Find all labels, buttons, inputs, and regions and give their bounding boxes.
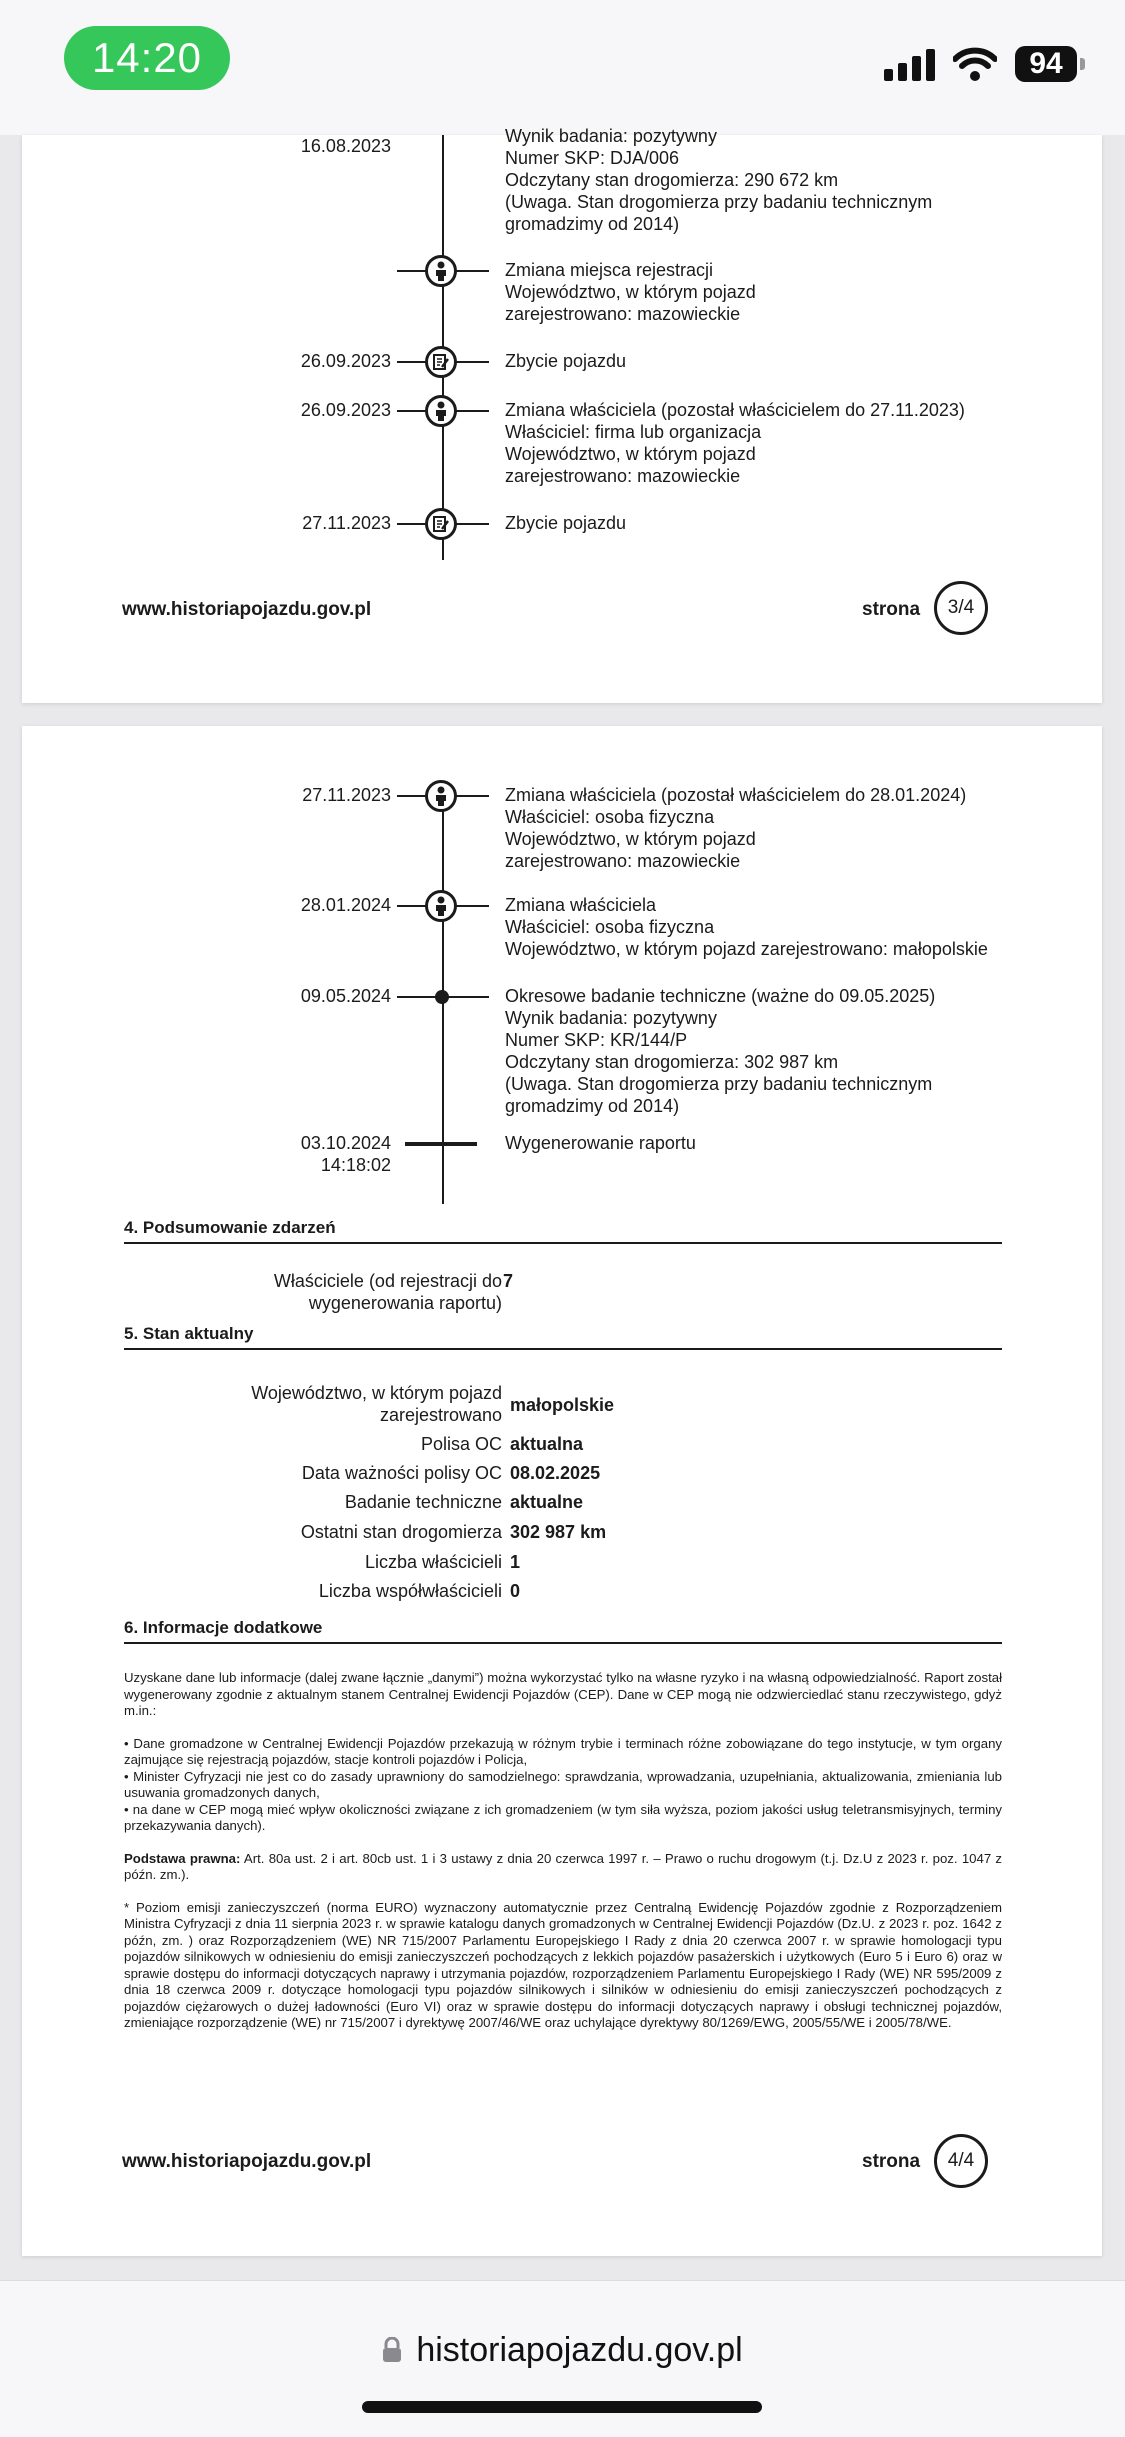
current-value: 302 987 km [510, 1522, 607, 1542]
info-bullet: • na dane w CEP mogą mieć wpływ okoliczności związane z ich gromadzeniem (w tym siła wyższa, poziom jakości usług teletransmisyjnych, terminy przekazywania danych). [124, 1801, 1002, 1833]
current-label: Badanie techniczne [344, 1492, 502, 1512]
current-label: Ostatni stan drogomierza [300, 1522, 502, 1542]
inspection-dot-icon [435, 990, 449, 1004]
home-indicator[interactable] [362, 2401, 762, 2413]
event-date: 26.09.2023 [300, 400, 391, 420]
person-icon [425, 255, 457, 287]
event-date: 03.10.2024 [300, 1133, 391, 1153]
event-line: Wygenerowanie raportu [505, 1133, 696, 1153]
event-line: zarejestrowano: mazowieckie [505, 466, 741, 486]
address-bar[interactable] [0, 2331, 1125, 2372]
event-line: gromadzimy od 2014) [505, 214, 680, 234]
current-label: Liczba współwłaścicieli [318, 1581, 502, 1601]
event-line: Zmiana właściciela [505, 895, 657, 915]
event-line: Zmiana właściciela (pozostał właścicielem do 27.11.2023) [505, 400, 965, 420]
current-label: Polisa OC [420, 1434, 502, 1454]
info-bullet: • Minister Cyfryzacji nie jest co do zasady uprawniony do samodzielnego: sprawdzania, wprowadzania, uzupełniania, aktualizowania, zmieniania lub usuwania gromadzonych danych, [124, 1768, 1002, 1800]
current-value: 0 [510, 1581, 521, 1601]
event-date: 26.09.2023 [300, 351, 391, 371]
current-label: Województwo, w którym pojazd [251, 1383, 502, 1403]
report-page-4 [22, 726, 1102, 2256]
event-date: 27.11.2023 [302, 785, 391, 805]
current-value: małopolskie [510, 1395, 615, 1415]
event-line: Województwo, w którym pojazd [505, 829, 756, 849]
footer-page-label: strona [862, 2151, 921, 2172]
event-line: Odczytany stan drogomierza: 290 672 km [505, 170, 839, 190]
footer-page-label: strona [862, 599, 921, 620]
info-bullet: • Dane gromadzone w Centralnej Ewidencji Pojazdów przekazują w różnym trybie i terminach różne zobowiązane do tego instytucje, w tym organy zajmujące się rejestracją pojazdów, stacje kontroli pojazdów i Policja, [124, 1735, 1002, 1767]
event-line: Właściciel: osoba fizyczna [505, 807, 715, 827]
event-line: Wynik badania: pozytywny [505, 126, 717, 146]
legal-basis-label: Podstawa prawna: [124, 1850, 241, 1866]
summary-value: 7 [503, 1271, 514, 1291]
footer-url[interactable]: www.historiapojazdu.gov.pl [122, 599, 372, 620]
event-line: Zmiana miejsca rejestracji [505, 260, 714, 280]
event-line: Numer SKP: KR/144/P [505, 1030, 688, 1050]
event-line: Wynik badania: pozytywny [505, 1008, 717, 1028]
current-value: 1 [510, 1552, 521, 1572]
cellular-signal-icon [884, 47, 935, 81]
legal-basis-text: Art. 80a ust. 2 i art. 80cb ust. 1 i 3 ustawy z dnia 20 czerwca 1997 r. – Prawo o ruchu drogowym (t.j. Dz.U z 2023 r. poz. 1047 z późn. zm.). [124, 1850, 1002, 1882]
event-line: Właściciel: osoba fizyczna [505, 917, 715, 937]
event-line: Zbycie pojazdu [505, 351, 627, 371]
event-date: 27.11.2023 [302, 513, 391, 533]
person-icon [425, 890, 457, 922]
battery-level: 94 [1015, 46, 1077, 82]
person-icon [425, 780, 457, 812]
event-line: Odczytany stan drogomierza: 302 987 km [505, 1052, 839, 1072]
event-line: (Uwaga. Stan drogomierza przy badaniu technicznym [505, 192, 933, 212]
current-label: Data ważności polisy OC [301, 1463, 502, 1483]
event-time: 14:18:02 [320, 1155, 391, 1175]
current-label: zarejestrowano [379, 1405, 502, 1425]
footnote: * Poziom emisji zanieczyszczeń (norma EURO) wyznaczony automatycznie przez Centralną Ewidencję Pojazdów zgodnie z Rozporządzeniem Ministra Cyfryzacji z dnia 11 sierpnia 2023 r. w sprawie katalogu danych gromadzonych w Centralnej Ewidencji Pojazdów (Dz.U. z 2023 r. poz. 1642 z późn, zm. ) oraz Rozporządzeniem (WE) NR 715/2007 Parlamentu Europejskiego I Rady z dnia 20 czerwca 2007 r. w sprawie homologacji typu pojazdów silnikowych w odniesieniu do emisji zanieczyszczeń pochodzących z lekkich pojazdów pasażerskich i użytkowych (Euro 5 i Euro 6) oraz w sprawie dostępu do informacji dotyczących naprawy i utrzymania pojazdów, rozporządzeniem Parlamentu Europejskiego I Rady (WE) NR 595/2009 z dnia 18 czerwca 2009 r. dotyczące homologacji typu pojazdów silnikowych i silników w odniesieniu do emisji zanieczyszczeń pochodzących z pojazdów ciężarowych o dużej ładowności (Euro VI) oraz w sprawie dostępu do informacji dotyczących naprawy i obsługi technicznej pojazdów, zmieniające rozporządzenie (WE) nr 715/2007 i dyrektywę 2007/46/WE oraz uchylające dyrektywy 80/1269/EWG, 2005/55/WE i 2005/78/WE. [124, 1899, 1002, 2030]
info-text [124, 1670, 1002, 2040]
event-line: (Uwaga. Stan drogomierza przy badaniu technicznym [505, 1074, 933, 1094]
event-line: Zbycie pojazdu [505, 513, 627, 533]
event-line: Okresowe badanie techniczne (ważne do 09.05.2025) [505, 986, 936, 1006]
section-title-current: 5. Stan aktualny [124, 1324, 1002, 1350]
document-sign-icon [425, 508, 457, 540]
section-title-info: 6. Informacje dodatkowe [124, 1618, 1002, 1644]
event-date: 09.05.2024 [300, 986, 391, 1006]
section-title-summary: 4. Podsumowanie zdarzeń [124, 1218, 1002, 1244]
status-bar [0, 0, 1125, 135]
summary-label: wygenerowania raportu) [308, 1293, 502, 1313]
wifi-icon [953, 47, 997, 81]
document-sign-icon [425, 346, 457, 378]
page-number: 3/4 [934, 581, 988, 635]
page-number: 4/4 [934, 2134, 988, 2188]
status-time[interactable]: 14:20 [64, 26, 230, 90]
current-value: 08.02.2025 [510, 1463, 601, 1483]
footer-url[interactable]: www.historiapojazdu.gov.pl [122, 2151, 372, 2172]
event-line: Województwo, w którym pojazd zarejestrowano: małopolskie [505, 939, 988, 959]
timeline-end-marker [405, 1142, 477, 1146]
event-line: Numer SKP: DJA/006 [505, 148, 680, 168]
lock-icon [382, 2333, 402, 2372]
event-line: Województwo, w którym pojazd [505, 282, 756, 302]
current-label: Liczba właścicieli [364, 1552, 502, 1572]
summary-label: Właściciele (od rejestracji do [273, 1271, 502, 1291]
person-icon [425, 395, 457, 427]
current-value: aktualne [510, 1492, 584, 1512]
address-text[interactable]: historiapojazdu.gov.pl [416, 2331, 743, 2369]
status-icons [884, 46, 1085, 82]
browser-bar [0, 2280, 1125, 2437]
event-date: 16.08.2023 [300, 136, 391, 156]
event-line: Właściciel: firma lub organizacja [505, 422, 762, 442]
current-value: aktualna [510, 1434, 584, 1454]
event-line: zarejestrowano: mazowieckie [505, 851, 741, 871]
event-line: zarejestrowano: mazowieckie [505, 304, 741, 324]
event-line: Zmiana właściciela (pozostał właścicielem do 28.01.2024) [505, 785, 967, 805]
event-date: 28.01.2024 [300, 895, 391, 915]
report-page-3 [22, 126, 1102, 703]
event-line: gromadzimy od 2014) [505, 1096, 680, 1116]
info-paragraph: Uzyskane dane lub informacje (dalej zwane łącznie „danymi”) można wykorzystać tylko na własne ryzyko i na własną odpowiedzialność. Raport został wygenerowany zgodnie z aktualnym stanem Centralnej Ewidencji Pojazdów (CEP). Dane w CEP mogą nie odzwierciedlać stanu rzeczywistego, gdyż m.in.: [124, 1670, 1002, 1718]
event-line: Województwo, w którym pojazd [505, 444, 756, 464]
battery-icon [1015, 46, 1085, 82]
legal-basis [124, 1851, 1002, 1884]
